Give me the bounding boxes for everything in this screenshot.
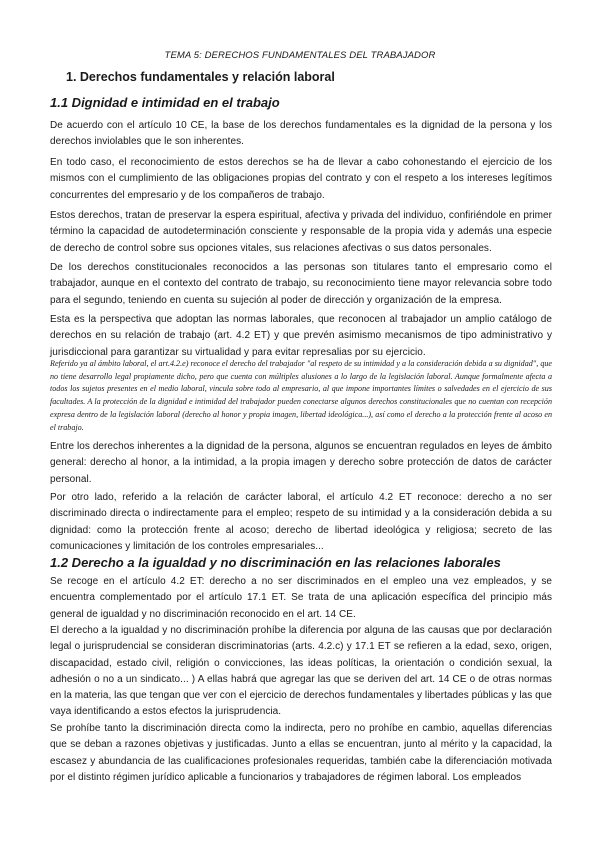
paragraph-7: Por otro lado, referido a la relación de carácter laboral, el artículo 4.2 ET reconoce: derecho a no ser discriminado directa o indirectamente para el empleo; respeto de su intimidad y a la consideración debida a su dignidad: como la protección frente al acoso; derecho de libertad ideológica y religiosa; secreto de las comunicaciones y limitación de los controles empresariales... <box>50 492 552 552</box>
paragraph-2: En todo caso, el reconocimiento de estos derechos se ha de llevar a cabo cohonestando el ejercicio de los mismos con el cumplimiento de las obligaciones propias del contrato y con el respeto a los intereses legítimos concurrentes del empresario y de los compañeros de trabajo. <box>50 157 552 201</box>
paragraph-9: El derecho a la igualdad y no discriminación prohíbe la diferencia por alguna de las causas que por declaración legal o jurisprudencial se consideran discriminatorias (arts. 4.2.c) y 17.1 ET se refieren a la edad, sexo, origen, discapacidad, estado civil, religión o convicciones, las ideas políticas, la orientación o condición sexual, la adhesión o no a un sindicato... ) A ellas habrá que agregar las que se deriven del art. 14 CE o de otras normas en la materia, las que tengan que ver con el ejercicio de derechos fundamentales y libertades públicas y las que vaya identificando a estos efectos la jurisprudencia. <box>50 625 553 718</box>
paragraph-4: De los derechos constitucionales reconocidos a las personas son titulares tanto el empresario como el trabajador, aunque en el contexto del contrato de trabajo, su reconocimiento tiene mayor relevancia sobre todo para el segundo, teniendo en cuenta su sujeción al poder de dirección y organización de la empresa. <box>50 262 552 306</box>
section-1-1-title: 1.1 Dignidad e intimidad en el trabajo <box>50 95 280 110</box>
section-1-title: 1. Derechos fundamentales y relación laboral <box>66 70 335 84</box>
page-header: TEMA 5: DERECHOS FUNDAMENTALES DEL TRABAJADOR <box>164 50 436 61</box>
paragraph-5: Esta es la perspectiva que adoptan las normas laborales, que reconocen al trabajador un amplio catálogo de derechos en su relación de trabajo (art. 4.2 ET) y que prevén asimismo mecanismos de tipo administrativo y jurisdiccional para garantizar su virtualidad y para evitar represalias por su ejercicio. <box>50 314 552 358</box>
section-1-2-title: 1.2 Derecho a la igualdad y no discriminación en las relaciones laborales <box>50 555 501 570</box>
paragraph-8: Se recoge en el artículo 4.2 ET: derecho a no ser discriminados en el empleo una vez empleados, y se encuentra complementado por el artículo 17.1 ET. Se trata de una aplicación específica del principio más general de igualdad y no discriminación reconocido en el art. 14 CE. <box>50 576 552 620</box>
paragraph-3: Estos derechos, tratan de preservar la espera espiritual, afectiva y privada del individuo, confiriéndole en primer término la capacidad de autodeterminación consciente y responsable de la propia vida y además una especie de derecho de control sobre sus opciones vitales, sus relaciones afectivas o sus datos personales. <box>50 210 552 254</box>
italic-note: Referido ya al ámbito laboral, el art.4.2.e) reconoce el derecho del trabajador "al respeto de su intimidad y a la consideración debida a su dignidad", que no tiene desarrollo legal propiamente dicho, pero que cuenta con múltiples alusiones a lo largo de la legislación laboral. Aunque formalmente afecta a todos los sujetos presentes en el medio laboral, vincula sobre todo al empresario, al que impone importantes límites o salvedades en el ejercicio de sus facultades. A la protección de la dignidad e intimidad del trabajador pueden conectarse algunos derechos constitucionales que no cuentan con recepción expresa dentro de la legislación laboral (derecho al honor y propia imagen, libertad ideológica...), así como el derecho a la protección frente al acoso en el trabajo. <box>50 359 552 432</box>
paragraph-6: Entre los derechos inherentes a la dignidad de la persona, algunos se encuentran regulados en leyes de ámbito general: derecho al honor, a la intimidad, a la propia imagen y derecho sobre protección de datos de carácter personal. <box>50 441 552 485</box>
paragraph-1: De acuerdo con el artículo 10 CE, la base de los derechos fundamentales es la dignidad de la persona y los derechos inviolables que le son inherentes. <box>50 120 552 148</box>
paragraph-10: Se prohíbe tanto la discriminación directa como la indirecta, pero no prohíbe en cambio, aquellas diferencias que se deban a razones objetivas y justificadas. Junto a ellas se encuentran, junto al mérito y la capacidad, la escasez y abundancia de las cualificaciones profesionales requeridas, también cabe la diferenciación motivada por el distinto régimen jurídico aplicable a funcionarios y trabajadores de régimen laboral. Los empleados <box>50 723 552 783</box>
